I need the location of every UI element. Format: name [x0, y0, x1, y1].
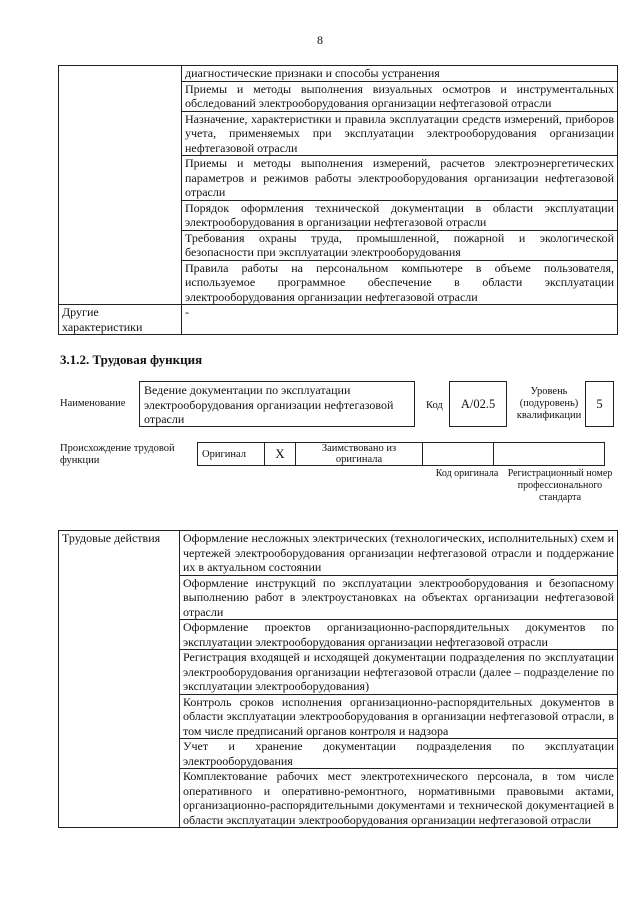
- knowledge-item: Правила работы на персональном компьютере в объеме пользователя, используемое программное обеспечение в области эксплуатации электрооборудования организации нефтегазовой отрасли: [182, 260, 618, 305]
- knowledge-table: [58, 65, 618, 335]
- function-name-box: Ведение документации по эксплуатации электрооборудования организации нефтегазовой отрасли: [139, 381, 415, 427]
- knowledge-item: Приемы и методы выполнения визуальных осмотров и инструментальных обследований электрооборудования организации нефтегазовой отрасли: [182, 81, 618, 111]
- section-heading: 3.1.2. Трудовая функция: [60, 352, 203, 367]
- original-mark: X: [265, 443, 296, 466]
- name-label: Наименование: [60, 398, 126, 409]
- labor-action-item: Оформление несложных электрических (технологических, исполнительных) схем и чертежей электрооборудования организации нефтегазовой отрасли и поддержание их в актуальном состоянии: [180, 531, 618, 576]
- code-value-box: A/02.5: [449, 381, 507, 427]
- other-characteristics-label: Другие характеристики: [59, 305, 182, 335]
- qualification-level-label: Уровень (подуровень) квалификации: [516, 386, 582, 421]
- knowledge-item: Приемы и методы выполнения измерений, расчетов электроэнергетических параметров и режимов работы электрооборудования организации нефтегазовой отрасли: [182, 156, 618, 201]
- labor-action-item: Контроль сроков исполнения организационно-распорядительных документов в области эксплуатации электрооборудования в организации нефтегазовой отрасли, в том числе предписаний органов контроля и надзора: [180, 694, 618, 739]
- labor-action-item: Регистрация входящей и исходящей документации подразделения по эксплуатации электрооборудования организации нефтегазовой отрасли (далее – подразделение по эксплуатации электрооборудования): [180, 650, 618, 695]
- borrowed-label: Заимствовано из оригинала: [296, 443, 423, 466]
- labor-action-item: Оформление инструкций по эксплуатации электрооборудования и безопасному выполнению работ в электроустановках на объектах организации нефтегазовой отрасли: [180, 575, 618, 620]
- code-origin-caption: Код оригинала: [435, 468, 499, 479]
- other-characteristics-value: -: [182, 305, 618, 335]
- labor-action-item: Оформление проектов организационно-распорядительных документов по эксплуатации электрооборудования организации нефтегазовой отрасли: [180, 620, 618, 650]
- knowledge-item: Порядок оформления технической документации в области эксплуатации электрооборудования в организации нефтегазовой отрасли: [182, 200, 618, 230]
- original-code-cell: [423, 443, 494, 466]
- origin-label: Происхождение трудовой функции: [60, 443, 175, 466]
- labor-actions-table: [58, 530, 618, 828]
- registration-number-caption: Регистрационный номер профессионального стандарта: [507, 468, 613, 503]
- qualification-level-box: 5: [585, 381, 614, 427]
- knowledge-item: Назначение, характеристики и правила эксплуатации средств измерений, приборов учета, применяемых при эксплуатации электрооборудования организации нефтегазовой отрасли: [182, 111, 618, 156]
- original-label: Оригинал: [198, 443, 265, 466]
- page-number: 8: [317, 33, 323, 47]
- labor-actions-label: Трудовые действия: [59, 531, 180, 828]
- knowledge-label-cell: [59, 66, 182, 305]
- knowledge-item: диагностические признаки и способы устранения: [182, 66, 618, 82]
- labor-action-item: Комплектование рабочих мест электротехнического персонала, в том числе оперативного и оперативно-ремонтного, нормативными правовыми актами, организационно-распорядительными документами и технической документацией в области эксплуатации электрооборудования организации нефтегазовой отрасли: [180, 769, 618, 828]
- registration-number-cell: [494, 443, 605, 466]
- knowledge-item: Требования охраны труда, промышленной, пожарной и экологической безопасности при эксплуатации электрооборудования: [182, 230, 618, 260]
- labor-action-item: Учет и хранение документации подразделения по эксплуатации электрооборудования: [180, 739, 618, 769]
- origin-table: [197, 442, 605, 466]
- code-label: Код: [426, 400, 443, 411]
